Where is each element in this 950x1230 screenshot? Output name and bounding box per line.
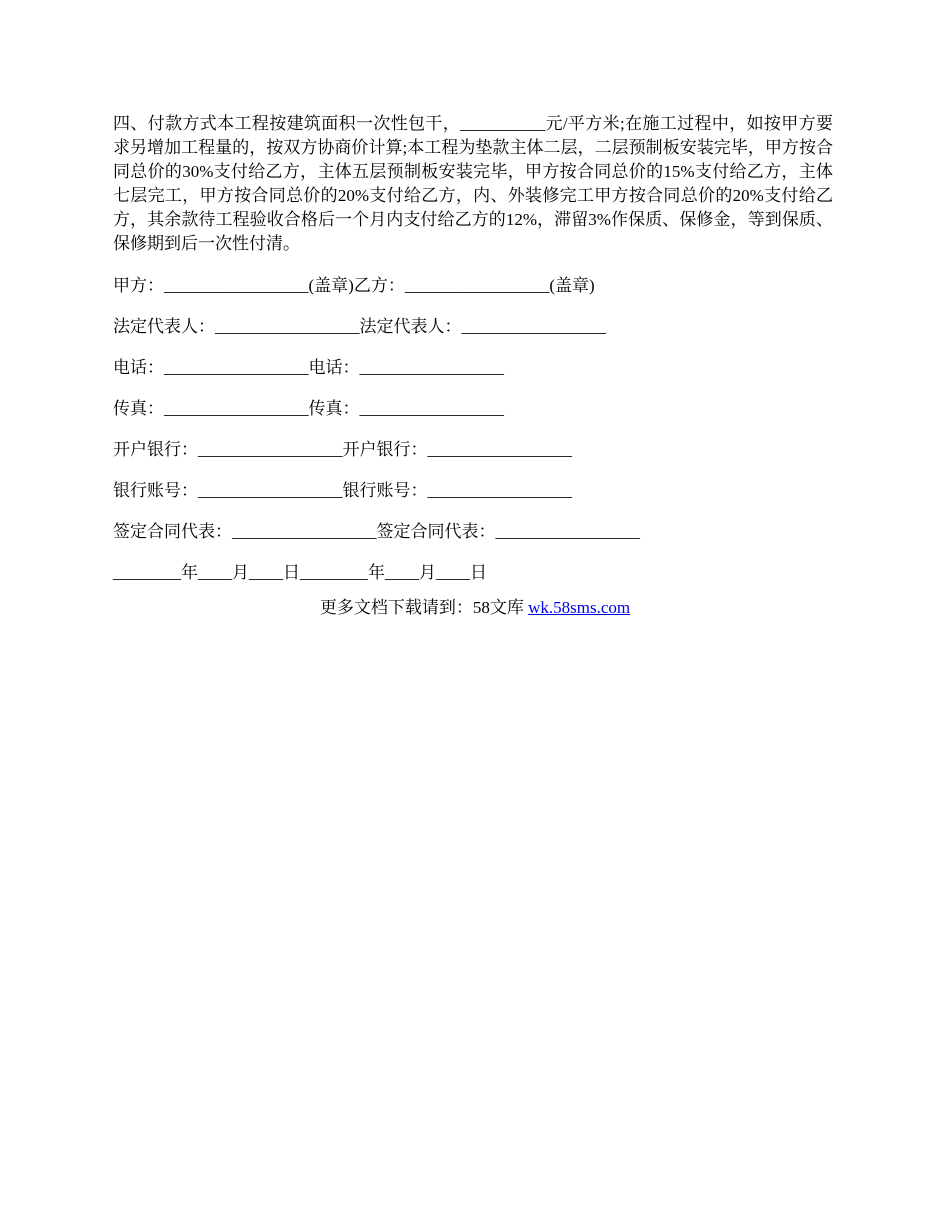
fax-line: 传真：_________________传真：_________________ <box>113 399 504 418</box>
party-seal-line: 甲方：_________________(盖章)乙方：_________________(盖章) <box>113 276 595 295</box>
phone-line: 电话：_________________电话：_________________ <box>113 358 504 377</box>
footer-text: 更多文档下载请到：58文库 <box>319 598 529 617</box>
legal-representative-line: 法定代表人：_________________法定代表人：_________________ <box>113 317 606 336</box>
document-body <box>113 112 833 602</box>
date-line: ________年____月____日________年____月____日 <box>113 563 487 582</box>
footer <box>0 596 950 620</box>
payment-terms-paragraph: 四、付款方式本工程按建筑面积一次性包干，__________元/平方米;在施工过程中，如按甲方要求另增加工程量的，按双方协商价计算;本工程为垫款主体二层，二层预制板安装完毕，甲方按合同总价的30%支付给乙方，主体五层预制板安装完毕，甲方按合同总价的15%支付给乙方，主体七层完工，甲方按合同总价的20%支付给乙方，内、外装修完工甲方按合同总价的20%支付给乙方，其余款待工程验收合格后一个月内支付给乙方的12%，滞留3%作保质、保修金，等到保质、保修期到后一次性付清。 <box>113 114 833 253</box>
bank-account-line: 银行账号：_________________银行账号：_________________ <box>113 481 572 500</box>
contract-representative-line: 签定合同代表：_________________签定合同代表：_________________ <box>113 522 640 541</box>
bank-line: 开户银行：_________________开户银行：_________________ <box>113 440 572 459</box>
footer-link[interactable]: wk.58sms.com <box>528 598 631 617</box>
